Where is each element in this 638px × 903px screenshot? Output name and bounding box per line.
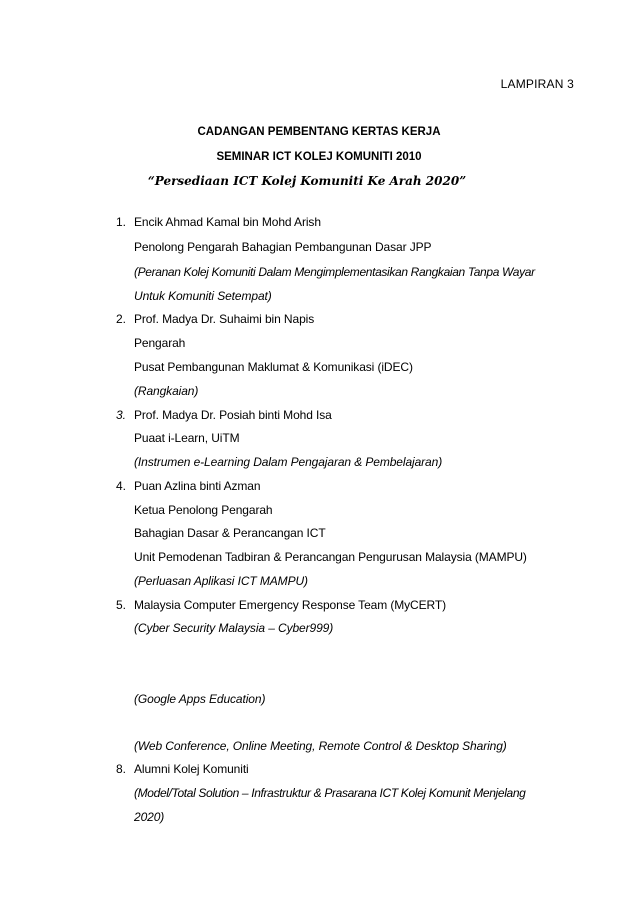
- title-line-2: SEMINAR ICT KOLEJ KOMUNITI 2010: [216, 151, 422, 163]
- item-8-name: Alumni Kolej Komuniti: [134, 762, 249, 776]
- item-2-position: Pengarah: [134, 336, 186, 350]
- item-number-1: 1.: [116, 215, 127, 229]
- item-2-name: Prof. Madya Dr. Suhaimi bin Napis: [134, 312, 315, 326]
- item-3-topic: (Instrumen e-Learning Dalam Pengajaran & Pembelajaran): [134, 455, 443, 469]
- item-2-topic: (Rangkaian): [134, 384, 199, 398]
- item-number-4: 4.: [116, 479, 127, 493]
- item-1-name: Encik Ahmad Kamal bin Mohd Arish: [134, 215, 321, 229]
- item-8-topic-line-1: (Model/Total Solution – Infrastruktur & Prasarana ICT Kolej Komunit Menjelang: [134, 786, 526, 800]
- item-8-topic-line-2: 2020): [134, 810, 165, 824]
- item-4-topic: (Perluasan Aplikasi ICT MAMPU): [134, 574, 308, 588]
- item-3-name: Prof. Madya Dr. Posiah binti Mohd Isa: [134, 408, 332, 422]
- item-5-topic: (Cyber Security Malaysia – Cyber999): [134, 621, 334, 635]
- item-2-organisation: Pusat Pembangunan Maklumat & Komunikasi (iDEC): [134, 360, 413, 374]
- item-number-3: 3.: [116, 408, 127, 422]
- item-3-organisation: Puaat i-Learn, UiTM: [134, 431, 240, 445]
- item-4-name: Puan Azlina binti Azman: [134, 479, 261, 493]
- item-4-unit: Unit Pemodenan Tadbiran & Perancangan Pengurusan Malaysia (MAMPU): [134, 550, 527, 564]
- item-4-division: Bahagian Dasar & Perancangan ICT: [134, 526, 326, 540]
- item-number-8: 8.: [116, 762, 127, 776]
- item-1-topic-line-1: (Peranan Kolej Komuniti Dalam Mengimplementasikan Rangkaian Tanpa Wayar: [134, 265, 535, 279]
- item-number-2: 2.: [116, 312, 127, 326]
- seminar-theme: “Persediaan ICT Kolej Komuniti Ke Arah 2020”: [147, 174, 467, 188]
- title-line-1: CADANGAN PEMBENTANG KERTAS KERJA: [197, 126, 441, 138]
- item-7-topic: (Web Conference, Online Meeting, Remote Control & Desktop Sharing): [134, 739, 507, 753]
- item-5-name: Malaysia Computer Emergency Response Team (MyCERT): [134, 598, 446, 612]
- item-number-5: 5.: [116, 598, 127, 612]
- item-6-topic: (Google Apps Education): [134, 692, 266, 706]
- item-4-position: Ketua Penolong Pengarah: [134, 503, 273, 517]
- item-1-position: Penolong Pengarah Bahagian Pembangunan Dasar JPP: [134, 240, 432, 254]
- appendix-label: LAMPIRAN 3: [500, 77, 574, 91]
- item-1-topic-line-2: Untuk Komuniti Setempat): [134, 289, 272, 303]
